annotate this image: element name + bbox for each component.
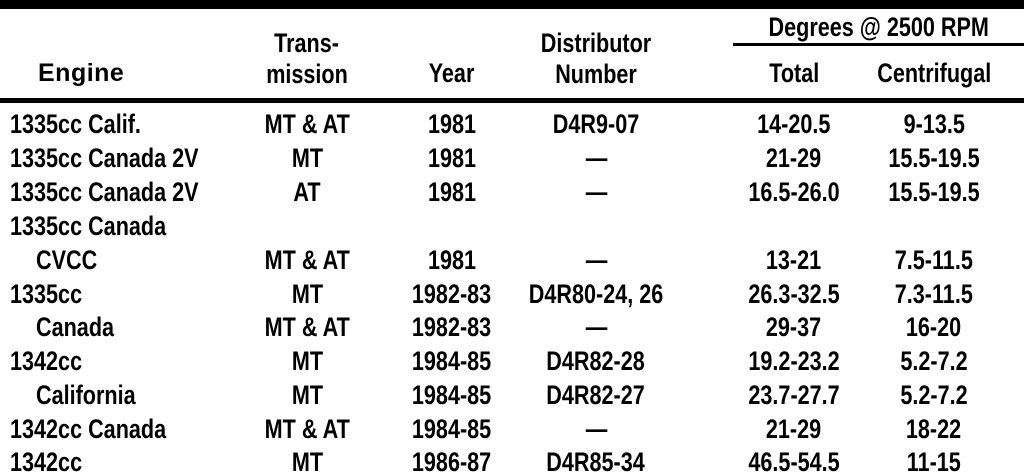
cell-transmission: MT: [291, 380, 323, 410]
cell-distributor-number: —: [585, 312, 607, 342]
table-row: [0, 141, 1024, 175]
col-header-centrifugal: Centrifugal: [876, 58, 991, 88]
cell-year: 1982-83: [412, 279, 492, 309]
cell-year: 1981: [427, 143, 477, 173]
cell-engine: Canada: [36, 312, 115, 342]
cell-transmission: [240, 209, 374, 243]
cell-distributor-number: —: [585, 414, 607, 444]
cell-engine: 1335cc Calif.: [10, 109, 141, 139]
cell-distributor-number: —: [585, 177, 607, 207]
cell-transmission: MT & AT: [264, 245, 350, 275]
cell-total-degrees: 26.3-32.5: [748, 279, 840, 309]
cell-centrifugal-degrees: 15.5-19.5: [888, 143, 980, 173]
cell-year: 1981: [427, 177, 477, 207]
cell-distributor-number: D4R80-24, 26: [528, 279, 664, 309]
cell-engine: 1342cc: [10, 447, 83, 476]
cell-distributor-number: D4R85-34: [546, 447, 646, 476]
table-row: [0, 445, 1024, 476]
table-row: [0, 310, 1024, 344]
cell-engine: 1335cc Canada: [10, 211, 167, 241]
col-header-engine: Engine: [38, 59, 125, 87]
cell-year: 1986-87: [412, 447, 492, 476]
cell-year: 1981: [427, 109, 477, 139]
col-header-distributor-number: Distributor Number: [540, 28, 652, 89]
cell-distributor-number: —: [585, 245, 607, 275]
col-header-transmission: Trans- mission: [266, 28, 348, 89]
cell-total-degrees: 29-37: [766, 312, 822, 342]
cell-engine: 1342cc Canada: [10, 414, 167, 444]
cell-engine: 1335cc Canada 2V: [10, 177, 199, 207]
cell-centrifugal-degrees: 16-20: [906, 312, 962, 342]
cell-centrifugal-degrees: 5.2-7.2: [900, 380, 968, 410]
cell-centrifugal-degrees: 5.2-7.2: [900, 346, 968, 376]
cell-engine: 1342cc: [10, 346, 83, 376]
table-row: [0, 378, 1024, 412]
table-row: [0, 175, 1024, 209]
cell-centrifugal-degrees: 9-13.5: [903, 109, 965, 139]
cell-distributor-number: [512, 209, 680, 243]
cell-transmission: MT: [291, 346, 323, 376]
cell-year: 1984-85: [412, 346, 492, 376]
cell-centrifugal-degrees: 7.3-11.5: [894, 279, 974, 309]
cell-engine: California: [36, 380, 136, 410]
cell-centrifugal-degrees: [858, 209, 1010, 243]
cell-total-degrees: [718, 209, 870, 243]
cell-total-degrees: 13-21: [766, 245, 822, 275]
cell-year: 1981: [427, 245, 477, 275]
cell-transmission: MT & AT: [264, 312, 350, 342]
cell-total-degrees: 21-29: [766, 143, 822, 173]
cell-year: [396, 209, 508, 243]
col-header-year: Year: [429, 58, 475, 88]
table-row: [0, 344, 1024, 378]
table-row: [0, 243, 1024, 277]
table-row: [0, 277, 1024, 311]
table-row: [0, 412, 1024, 446]
cell-total-degrees: 46.5-54.5: [748, 447, 840, 476]
cell-distributor-number: D4R82-27: [546, 380, 646, 410]
cell-engine: CVCC: [36, 245, 98, 275]
col-header-total: Total: [769, 58, 819, 88]
cell-total-degrees: 14-20.5: [757, 109, 831, 139]
cell-distributor-number: D4R9-07: [552, 109, 640, 139]
cell-engine: 1335cc Canada 2V: [10, 143, 199, 173]
cell-transmission: MT: [291, 447, 323, 476]
cell-engine: 1335cc: [10, 279, 83, 309]
cell-total-degrees: 23.7-27.7: [748, 380, 840, 410]
cell-transmission: MT & AT: [264, 414, 350, 444]
table-row: [0, 209, 1024, 243]
cell-transmission: MT & AT: [264, 109, 350, 139]
cell-transmission: MT: [291, 143, 323, 173]
cell-total-degrees: 16.5-26.0: [748, 177, 840, 207]
cell-centrifugal-degrees: 15.5-19.5: [888, 177, 980, 207]
header-rule: [0, 98, 1024, 103]
cell-year: 1984-85: [412, 414, 492, 444]
cell-centrifugal-degrees: 18-22: [906, 414, 962, 444]
cell-total-degrees: 19.2-23.2: [748, 346, 840, 376]
cell-distributor-number: —: [585, 143, 607, 173]
cell-centrifugal-degrees: 11-15: [906, 447, 962, 476]
col-group-header-degrees-2500rpm: Degrees @ 2500 RPM: [733, 8, 1024, 46]
cell-centrifugal-degrees: 7.5-11.5: [894, 245, 974, 275]
cell-transmission: MT: [291, 279, 323, 309]
cell-total-degrees: 21-29: [766, 414, 822, 444]
cell-distributor-number: D4R82-28: [546, 346, 646, 376]
cell-year: 1982-83: [412, 312, 492, 342]
cell-transmission: AT: [293, 177, 321, 207]
cell-year: 1984-85: [412, 380, 492, 410]
table-row: [0, 107, 1024, 141]
